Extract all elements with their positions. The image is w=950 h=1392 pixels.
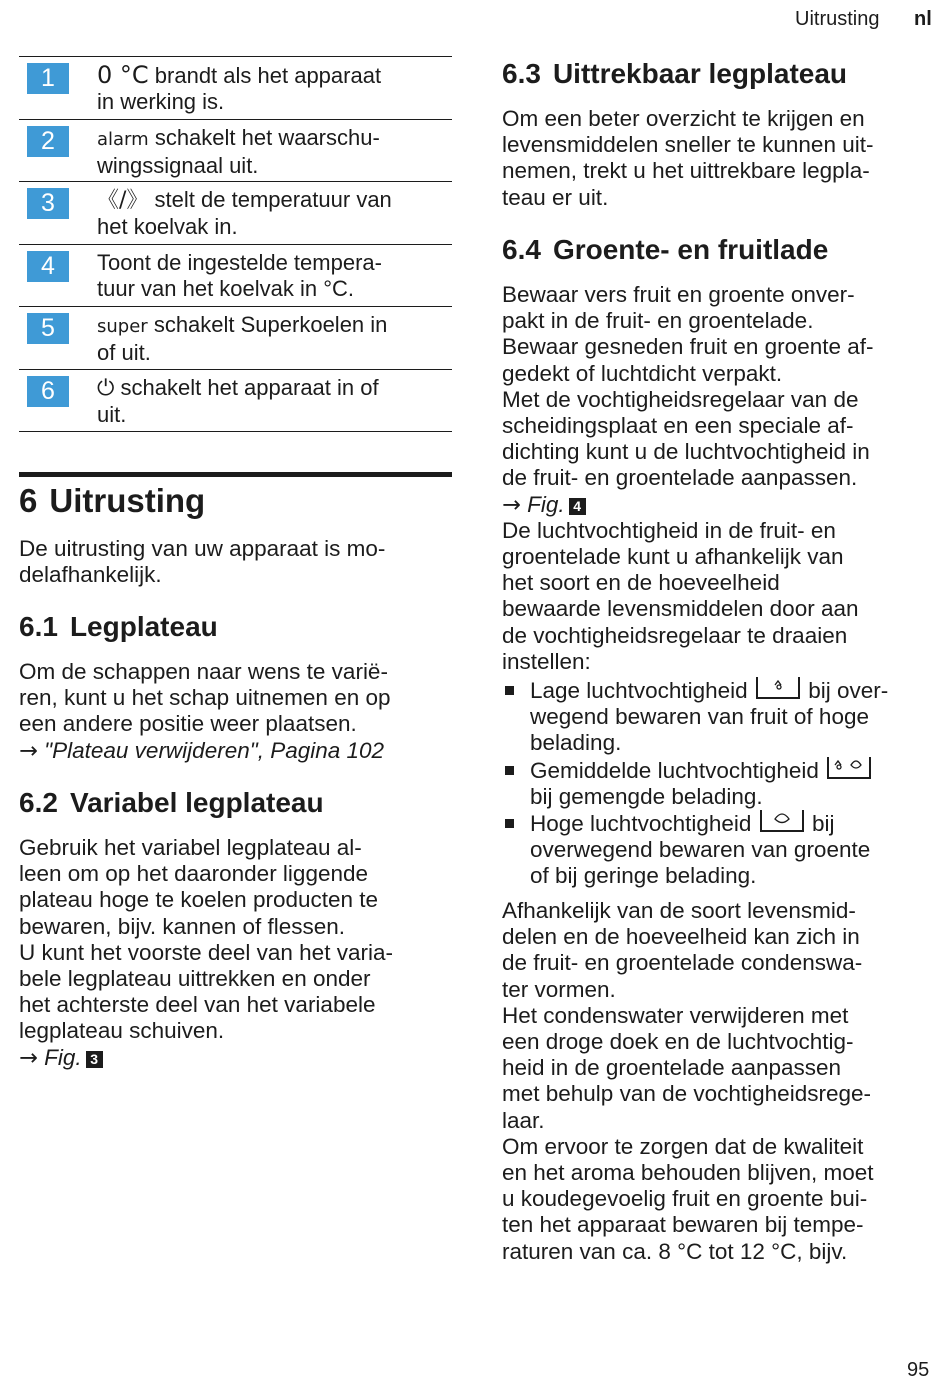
figure-number-badge: 4 xyxy=(569,498,586,515)
arrow-icon: → xyxy=(19,737,38,764)
control-row xyxy=(19,306,452,369)
control-desc-line: uit. xyxy=(97,401,127,427)
low-humidity-icon xyxy=(756,677,800,699)
section-heading: 6 Uitrusting xyxy=(19,482,206,519)
medium-humidity-icon xyxy=(827,757,871,779)
high-humidity-icon xyxy=(760,810,804,832)
figure-reference[interactable]: Fig. xyxy=(527,491,565,517)
callout-number: 6 xyxy=(27,376,69,407)
subsection-body-6-3: Om een beter overzicht te krijgen en levensmiddelen sneller te kunnen uit- nemen, trekt u het uittrekbare legpla- teau er uit. xyxy=(502,106,874,210)
control-desc-line: of uit. xyxy=(97,340,151,365)
super-symbol: super xyxy=(97,316,148,337)
subsection-heading-6-4: 6.4 Groente- en fruitlade xyxy=(502,234,829,265)
subsection-heading-6-1: 6.1 Legplateau xyxy=(19,611,218,642)
alarm-symbol: alarm xyxy=(97,128,149,150)
list-item: Hoge luchtvochtigheid bij overwegend bewaren van groente of bij geringe belading. xyxy=(502,810,942,890)
subsection-body-6-1: Om de schappen naar wens te varië- ren, kunt u het schap uitnemen en op een andere positie weer plaatsen. → "Plateau verwijderen", Pagina 102 xyxy=(19,659,391,764)
subsection-body-6-2: Gebruik het variabel legplateau al- leen om op het daaronder liggende plateau hoge te koelen producten te bewaren, bijv. kannen of flessen. U kunt het voorste deel van het varia- bele legplateau uittrekken en onder het achterste deel van het variabele legplateau schuiven. → Fig. 3 xyxy=(19,835,393,1071)
running-header-section: Uitrusting xyxy=(795,8,880,30)
callout-number: 2 xyxy=(27,126,69,157)
temperature-adjust-icon: 《/》 xyxy=(97,188,149,213)
running-header-language: nl xyxy=(914,8,932,30)
section-divider xyxy=(19,472,452,477)
control-desc-line: stelt de temperatuur van xyxy=(154,187,392,212)
list-item: Lage luchtvochtigheid bij over- wegend bewaren van fruit of hoge belading. xyxy=(502,677,942,757)
control-desc-line: schakelt het apparaat in of xyxy=(120,374,379,400)
control-row xyxy=(19,181,452,244)
control-desc-line: wingssignaal uit. xyxy=(97,152,259,178)
temperature-symbol: 0 °C xyxy=(97,61,149,89)
control-desc-line: schakelt Superkoelen in xyxy=(153,312,388,337)
control-desc-line: het koelvak in. xyxy=(97,214,238,239)
section-intro: De uitrusting van uw apparaat is mo- delafhankelijk. xyxy=(19,536,386,588)
control-desc-line: schakelt het waarschu- xyxy=(154,124,380,150)
figure-number-badge: 3 xyxy=(86,1051,103,1068)
arrow-icon: → xyxy=(502,491,521,518)
control-row xyxy=(19,369,452,433)
callout-number: 3 xyxy=(27,188,69,219)
cross-reference[interactable]: "Plateau verwijderen", Pagina 102 xyxy=(44,737,385,763)
control-desc-line: brandt als het apparaat xyxy=(154,63,382,88)
subsection-heading-6-3: 6.3 Uittrekbaar legplateau xyxy=(502,58,848,89)
control-row xyxy=(19,119,452,182)
control-desc-line: Toont de ingestelde tempera- xyxy=(97,249,382,275)
subsection-heading-6-2: 6.2 Variabel legplateau xyxy=(19,787,324,818)
figure-reference[interactable]: Fig. xyxy=(44,1044,82,1070)
control-desc-line: tuur van het koelvak in °C. xyxy=(97,275,355,301)
control-desc-line: in werking is. xyxy=(97,89,225,114)
control-row xyxy=(19,244,452,307)
subsection-body-6-4-continued: Afhankelijk van de soort levensmid- delen en de hoeveelheid kan zich in de fruit- en groentelade condenswa- ter vormen. Het condenswater verwijderen met een droge doek en de luchtvochtig- heid in de groentelade aanpassen met behulp van de vochtigheidsrege- laar. Om ervoor te zorgen dat de kwaliteit en het aroma behouden blijven, moet u koudegevoelig fruit en groente bui- ten het apparaat bewaren bij tempe- raturen van ca. 8 °C tot 12 °C, bijv. xyxy=(502,898,874,1264)
subsection-body-6-4: Bewaar vers fruit en groente onver- pakt in de fruit- en groentelade. Bewaar gesneden fruit en groente af- gedekt of luchtdicht verpakt. Met de vochtigheidsregelaar van de scheidingsplaat en een speciale af- dichting kunt u de luchtvochtigheid in de fruit- en groentelade aanpassen. → Fig. 4 De luchtvochtigheid in de fruit- en groentelade kunt u afhankelijk van het soort en de hoeveelheid bewaarde levensmiddelen door aan de vochtigheidsregelaar te draaien instellen: xyxy=(502,282,874,674)
list-item: Gemiddelde luchtvochtigheid bij gemengde belading. xyxy=(502,757,942,810)
page-number: 95 xyxy=(907,1359,930,1381)
control-legend-table xyxy=(19,56,452,432)
callout-number: 5 xyxy=(27,313,69,344)
humidity-bullet-list xyxy=(502,677,942,890)
arrow-icon: → xyxy=(19,1044,38,1071)
control-row xyxy=(19,56,452,119)
callout-number: 1 xyxy=(27,63,69,94)
callout-number: 4 xyxy=(27,251,69,282)
power-icon: ⏻ xyxy=(97,375,115,401)
